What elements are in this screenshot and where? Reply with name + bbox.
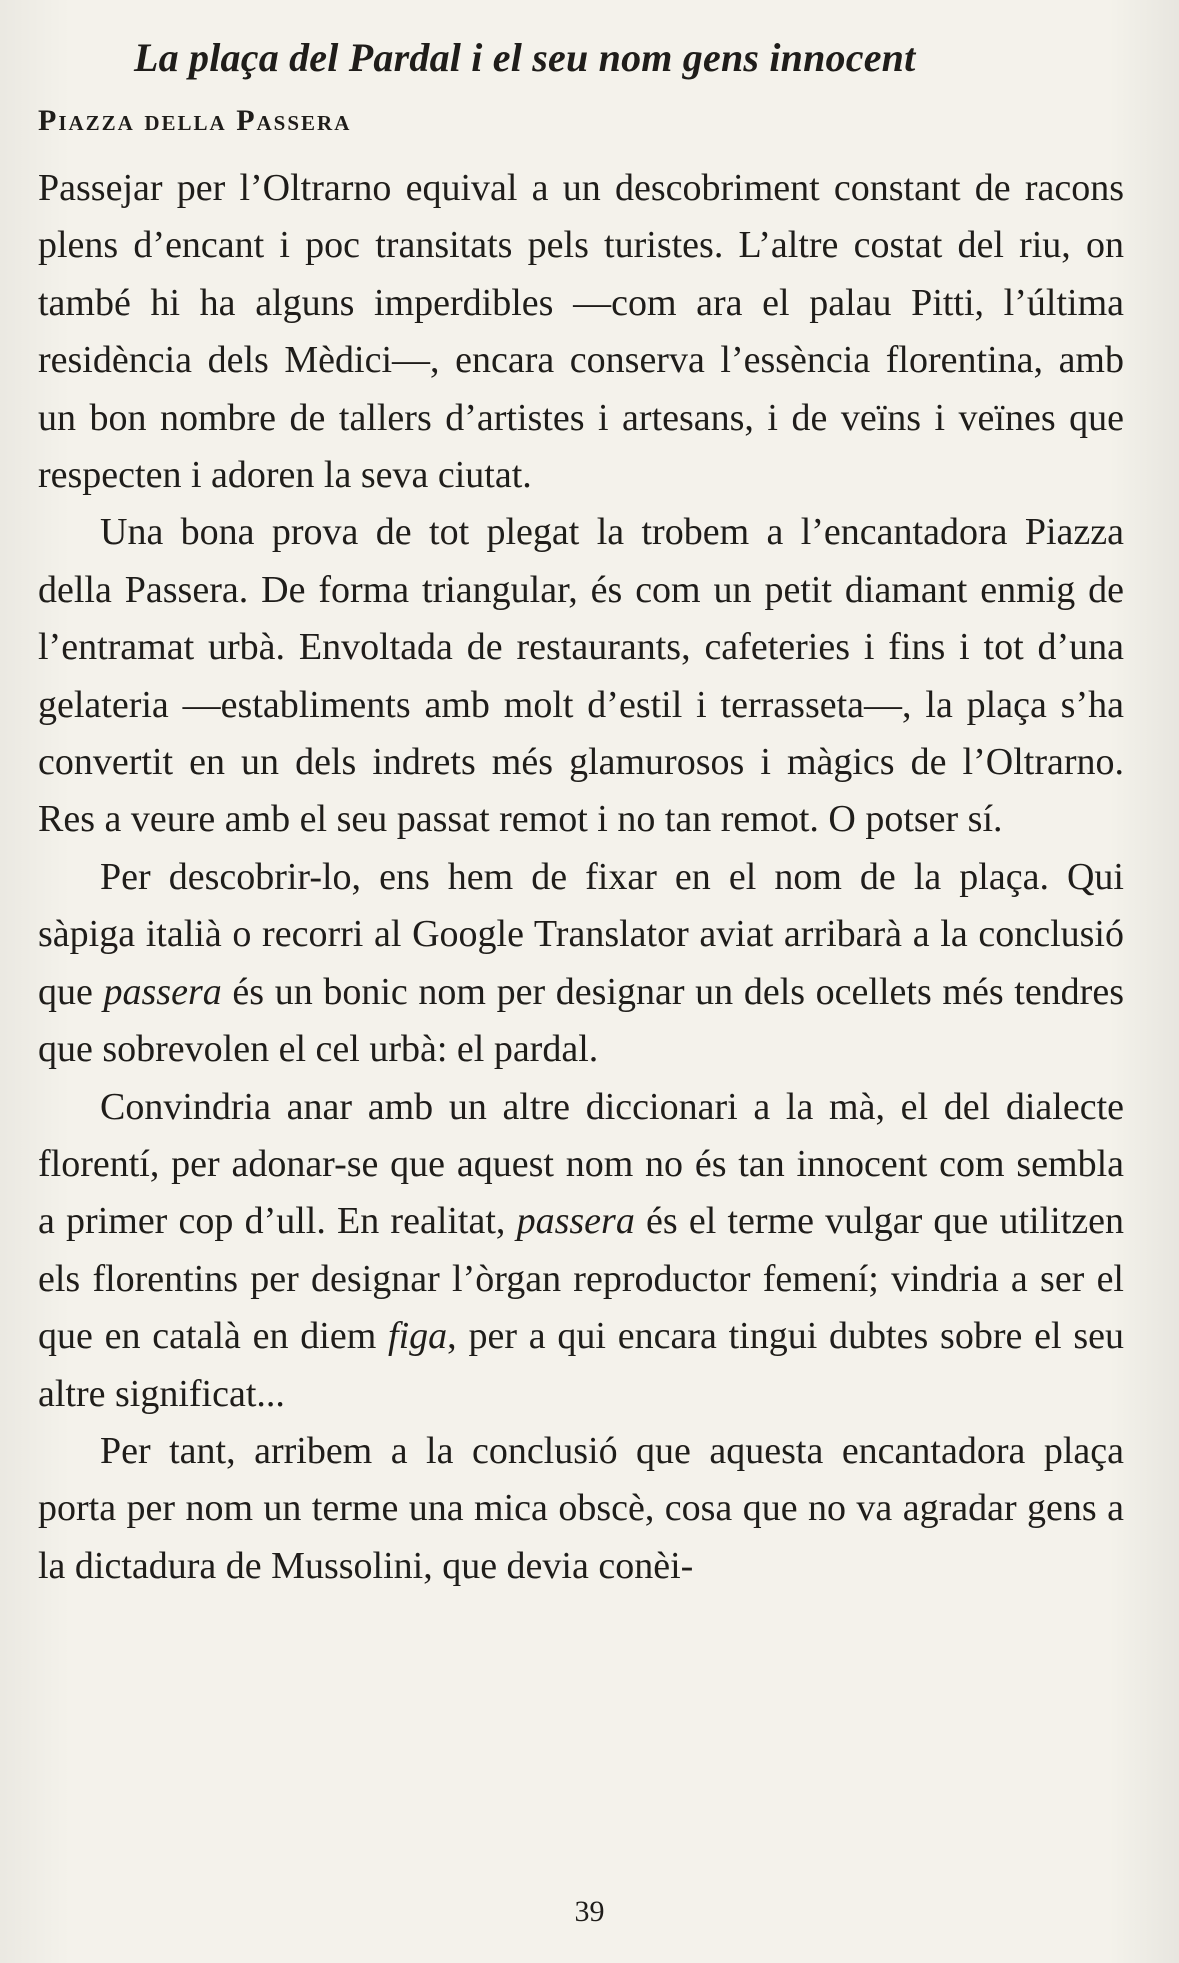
paragraph-4-text-a: Convindria anar amb un altre diccionari a la mà, el del dialecte florentí, per adonar-se que aquest nom no és tan innocent com sembla a primer cop d’ull. En realitat,: [38, 1085, 1124, 1243]
paragraph-4-text-b: és el terme vulgar que utilitzen els florentins per designar l’òrgan reproductor femení; vindria a ser el que en català en diem: [38, 1200, 1124, 1358]
paragraph-4-text-c: , per a qui encara tingui dubtes sobre el seu altre significat...: [38, 1315, 1124, 1415]
paragraph-2: Una bona prova de tot plegat la trobem a l’encantadora Piazza della Passera. De forma triangular, és com un petit diamant enmig de l’entramat urbà. Envoltada de restaurants, cafeteries i fins i tot d’una gelateria —establiments amb molt d’estil i terrasseta—, la plaça s’ha convertit en un dels indrets més glamurosos i màgics de l’Oltrarno. Res a veure amb el seu passat remot i no tan remot. O potser sí.: [38, 511, 1124, 841]
paragraph-4: [38, 1079, 1124, 1423]
page-number: 39: [574, 1895, 605, 1928]
section-heading: Piazza della Passera: [38, 104, 352, 137]
chapter-title: La plaça del Pardal i el seu nom gens innocent: [134, 35, 916, 80]
italic-term-passera: passera: [103, 970, 222, 1013]
paragraph-5: Per tant, arribem a la conclusió que aquesta encantadora plaça porta per nom un terme una mica obscè, cosa que no va agradar gens a la dictadura de Mussolini, que devia conèi-: [38, 1429, 1124, 1587]
italic-term-figa: figa: [388, 1315, 448, 1358]
paragraph-3-text-a: Per descobrir-lo, ens hem de fixar en el nom de la plaça. Qui sàpiga italià o recorri al Google Translator aviat arribarà a la conclusió que: [38, 855, 1124, 1013]
paragraph-1: Passejar per l’Oltrarno equival a un descobriment constant de racons plens d’encant i poc transitats pels turistes. L’altre costat del riu, on també hi ha alguns imperdibles —com ara el palau Pitti, l’última residència dels Mèdici—, encara conserva l’essència florentina, amb un bon nombre de tallers d’artistes i artesans, i de veïns i veïnes que respecten i adoren la seva ciutat.: [38, 167, 1124, 497]
page-content: [38, 30, 1124, 1595]
paragraph-3: [38, 849, 1124, 1079]
paragraph-3-text-b: és un bonic nom per designar un dels ocellets més tendres que sobrevolen el cel urbà: el pardal.: [38, 970, 1124, 1071]
italic-term-passera: passera: [516, 1200, 635, 1243]
